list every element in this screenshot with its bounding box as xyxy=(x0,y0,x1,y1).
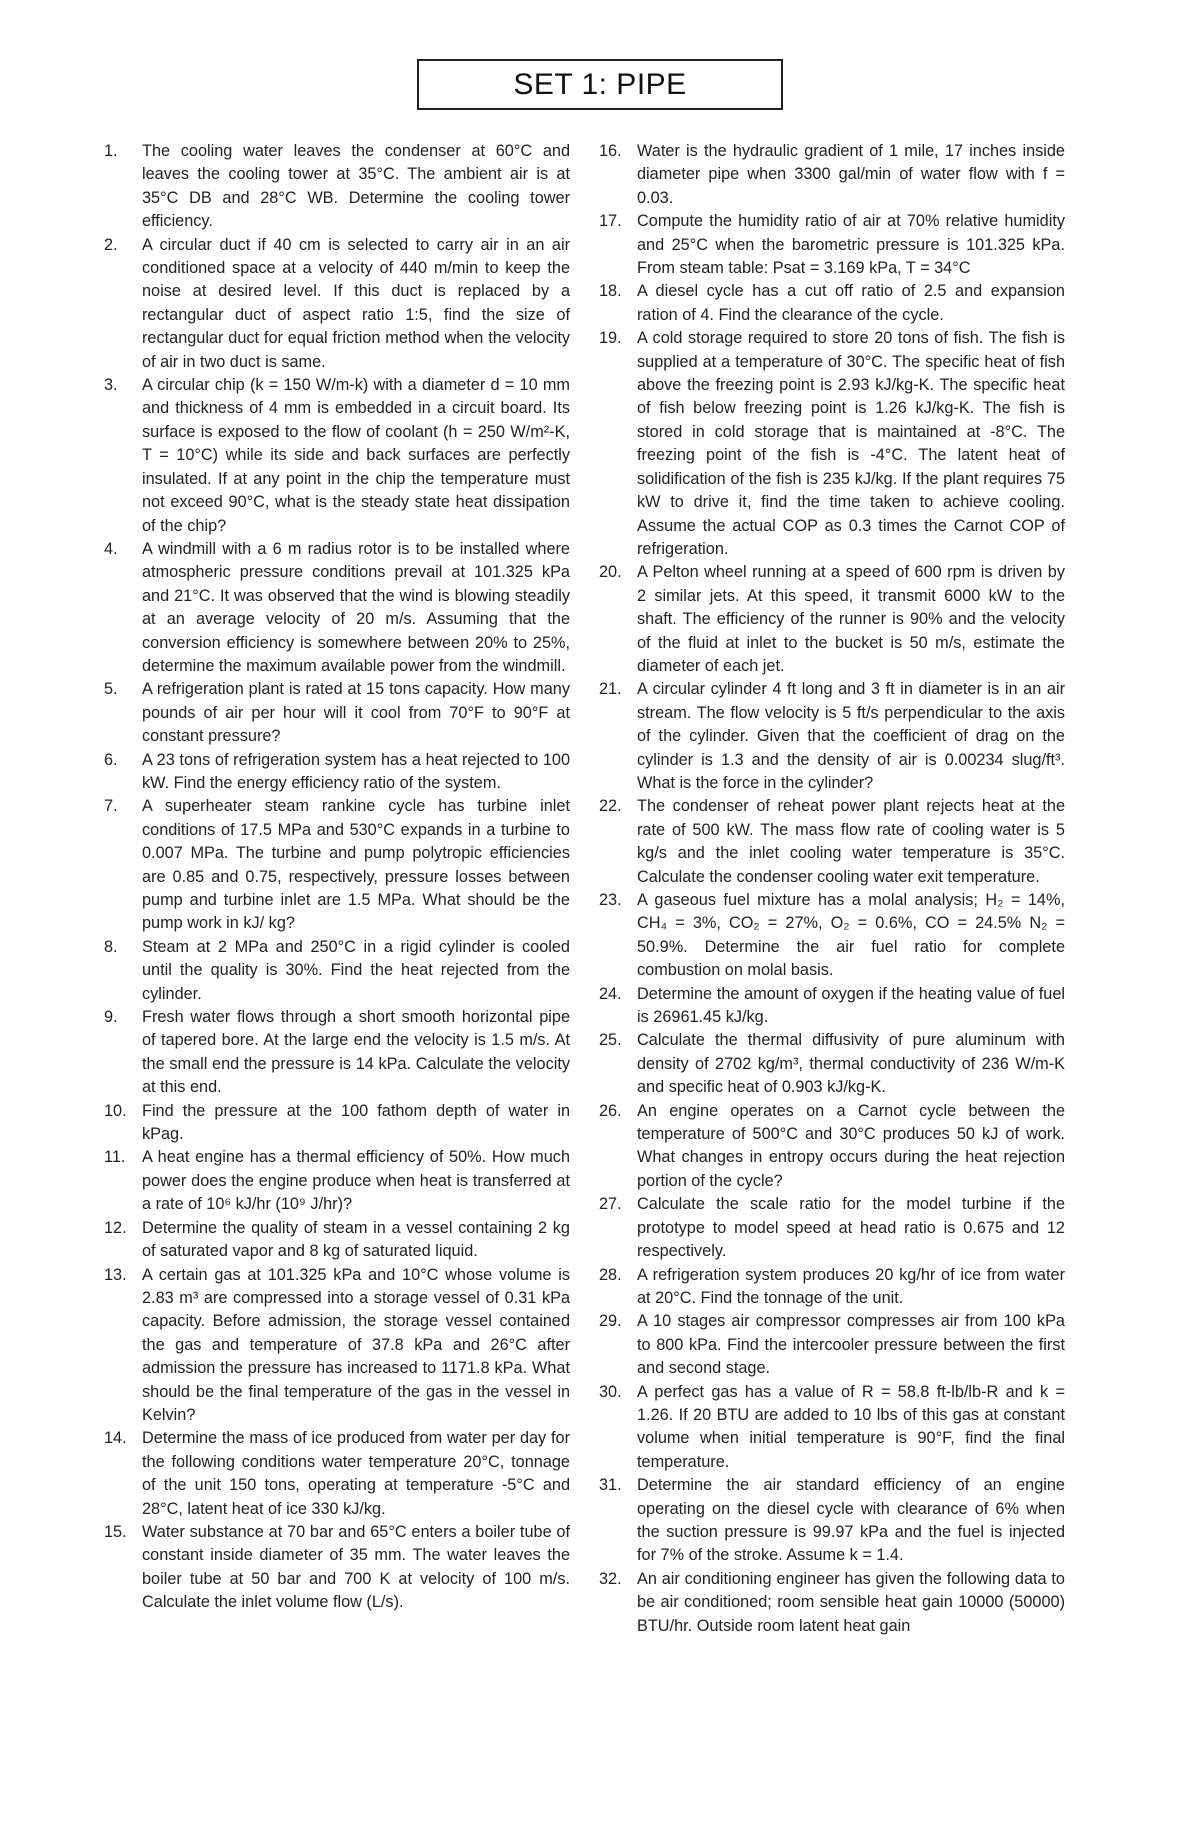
question-number: 6. xyxy=(104,750,118,769)
question-text: A 23 tons of refrigeration system has a heat rejected to 100 kW. Find the energy efficiency ratio of the system. xyxy=(142,750,570,792)
question-number: 14. xyxy=(104,1429,127,1448)
question-number: 1. xyxy=(104,142,118,160)
question-item xyxy=(100,538,570,678)
question-item xyxy=(100,1427,570,1521)
question-number: 31. xyxy=(599,1476,622,1495)
question-text: The cooling water leaves the condenser at 60°C and leaves the cooling tower at 35°C. The ambient air is at 35°C DB and 28°C WB. Determine the cooling tower efficiency. xyxy=(142,142,570,231)
question-number: 29. xyxy=(599,1312,622,1331)
question-item xyxy=(595,678,1065,795)
question-text: Calculate the thermal diffusivity of pure aluminum with density of 2702 kg/m³, thermal conductivity of 236 W/m-K and specific heat of 0.903 kJ/kg-K. xyxy=(637,1031,1065,1097)
question-item xyxy=(100,234,570,374)
question-number: 30. xyxy=(599,1382,622,1401)
question-number: 19. xyxy=(599,329,622,348)
question-item xyxy=(595,140,1065,210)
question-text: An air conditioning engineer has given the following data to be air conditioned; room sensible heat gain 10000 (50000) BTU/hr. Outside room latent heat gain xyxy=(637,1569,1065,1635)
question-text: Determine the air standard efficiency of an engine operating on the diesel cycle with clearance of 6% when the suction pressure is 99.97 kPa and the fuel is injected for 7% of the stroke. Assume k = 1.4. xyxy=(637,1476,1065,1565)
question-number: 24. xyxy=(599,984,622,1003)
question-item xyxy=(595,561,1065,678)
question-text: A Pelton wheel running at a speed of 600 rpm is driven by 2 similar jets. At this speed, it transmit 6000 kW to the shaft. The efficiency of the runner is 90% and the velocity of the fluid at inlet to the bucket is 50 m/s, estimate the diameter of each jet. xyxy=(637,563,1065,675)
question-item xyxy=(100,1146,570,1216)
question-text: A 10 stages air compressor compresses air from 100 kPa to 800 kPa. Find the intercooler pressure between the first and second stage. xyxy=(637,1312,1065,1378)
question-item xyxy=(100,1264,570,1428)
question-number: 18. xyxy=(599,282,622,301)
question-item xyxy=(100,1006,570,1100)
question-text: The condenser of reheat power plant rejects heat at the rate of 500 kW. The mass flow rate of cooling water is 5 kg/s and the inlet cooling water temperature is 35°C. Calculate the condenser cooling water exit temperature. xyxy=(637,797,1065,886)
question-text: A gaseous fuel mixture has a molal analysis; H₂ = 14%, CH₄ = 3%, CO₂ = 27%, O₂ = 0.6%, CO = 24.5% N₂ = 50.9%. Determine the air fuel ratio for complete combustion on molal basis. xyxy=(637,891,1065,980)
question-number: 21. xyxy=(599,680,622,699)
question-item xyxy=(100,1100,570,1147)
question-number: 28. xyxy=(599,1265,622,1284)
question-number: 12. xyxy=(104,1218,127,1237)
question-number: 22. xyxy=(599,797,622,816)
question-text: A windmill with a 6 m radius rotor is to be installed where atmospheric pressure conditions prevail at 101.325 kPa and 21°C. It was observed that the wind is blowing steadily at an average velocity of 20 m/s. Assuming that the conversion efficiency is somewhere between 20% to 25%, determine the maximum available power from the windmill. xyxy=(142,539,570,675)
question-text: A diesel cycle has a cut off ratio of 2.5 and expansion ration of 4. Find the clearance of the cycle. xyxy=(637,282,1065,324)
question-number: 2. xyxy=(104,235,118,254)
question-number: 15. xyxy=(104,1522,127,1541)
question-text: A perfect gas has a value of R = 58.8 ft-lb/lb-R and k = 1.26. If 20 BTU are added to 10 lbs of this gas at constant volume when initial temperature is 90°F, find the final temperature. xyxy=(637,1382,1065,1471)
question-number: 5. xyxy=(104,680,118,699)
question-number: 8. xyxy=(104,937,118,956)
question-number: 27. xyxy=(599,1195,622,1214)
question-text: A circular chip (k = 150 W/m-k) with a diameter d = 10 mm and thickness of 4 mm is embedded in a circuit board. Its surface is exposed to the flow of coolant (h = 250 W/m²-K, T = 10°C) while its side and back surfaces are perfectly insulated. If at any point in the chip the temperature must not exceed 90°C, what is the steady state heat dissipation of the chip? xyxy=(142,376,570,535)
question-item xyxy=(100,936,570,1006)
question-item xyxy=(100,140,570,234)
question-item xyxy=(595,327,1065,561)
question-item xyxy=(100,678,570,748)
question-item xyxy=(595,983,1065,1030)
question-text: A circular duct if 40 cm is selected to carry air in an air conditioned space at a velocity of 440 m/min to keep the noise at desired level. If this duct is replaced by a rectangular duct of aspect ratio 1:5, find the size of rectangular duct for equal friction method when the velocity of air in two duct is same. xyxy=(142,235,570,371)
question-text: An engine operates on a Carnot cycle between the temperature of 500°C and 30°C produces 50 kJ of work. What changes in entropy occurs during the heat rejection portion of the cycle? xyxy=(637,1101,1065,1190)
question-item xyxy=(100,1217,570,1264)
question-item xyxy=(595,1193,1065,1263)
question-item xyxy=(595,1474,1065,1568)
question-text: Find the pressure at the 100 fathom depth of water in kPag. xyxy=(142,1101,570,1144)
question-item xyxy=(595,1310,1065,1380)
page-title: SET 1: PIPE xyxy=(417,59,783,110)
question-item xyxy=(595,1381,1065,1475)
question-item xyxy=(595,1029,1065,1099)
question-item xyxy=(100,1521,570,1615)
question-item xyxy=(595,889,1065,983)
question-number: 13. xyxy=(104,1265,127,1284)
question-item xyxy=(595,280,1065,327)
question-number: 26. xyxy=(599,1101,622,1120)
question-text: Steam at 2 MPa and 250°C in a rigid cylinder is cooled until the quality is 30%. Find the heat rejected from the cylinder. xyxy=(142,937,570,1003)
question-item xyxy=(595,1264,1065,1311)
question-number: 9. xyxy=(104,1008,118,1027)
question-text: A refrigeration plant is rated at 15 tons capacity. How many pounds of air per hour will it cool from 70°F to 90°F at constant pressure? xyxy=(142,680,570,746)
question-number: 10. xyxy=(104,1101,127,1120)
question-text: Determine the mass of ice produced from water per day for the following conditions water temperature 20°C, tonnage of the unit 150 tons, operating at temperature -5°C and 28°C, latent heat of ice 330 kJ/kg. xyxy=(142,1429,570,1518)
question-number: 17. xyxy=(599,212,622,231)
question-text: A cold storage required to store 20 tons of fish. The fish is supplied at a temperature of 30°C. The specific heat of fish above the freezing point is 2.93 kJ/kg-K. The specific heat of fish below freezing point is 1.26 kJ/kg-K. The fish is stored in cold storage that is maintained at -8°C. The freezing point of the fish is -4°C. The latent heat of solidification of the fish is 235 kJ/kg. If the plant requires 75 kW to drive it, find the time taken to achieve cooling. Assume the actual COP as 0.3 times the Carnot COP of refrigeration. xyxy=(637,329,1065,558)
question-item xyxy=(595,1100,1065,1194)
question-text: Determine the quality of steam in a vessel containing 2 kg of saturated vapor and 8 kg of saturated liquid. xyxy=(142,1218,570,1261)
question-text: A certain gas at 101.325 kPa and 10°C whose volume is 2.83 m³ are compressed into a storage vessel of 0.31 kPa capacity. Before admission, the storage vessel contained the gas and temperature of 37.8 kPa and 26°C after admission the pressure has increased to 1171.8 kPa. What should be the final temperature of the gas in the vessel in Kelvin? xyxy=(142,1265,570,1424)
question-item xyxy=(595,1568,1065,1638)
question-text: Water substance at 70 bar and 65°C enters a boiler tube of constant inside diameter of 35 mm. The water leaves the boiler tube at 50 bar and 700 K at velocity of 100 m/s. Calculate the inlet volume flow (L/s). xyxy=(142,1522,570,1612)
question-number: 32. xyxy=(599,1569,622,1588)
question-number: 16. xyxy=(599,142,622,160)
question-text: Determine the amount of oxygen if the heating value of fuel is 26961.45 kJ/kg. xyxy=(637,984,1065,1027)
question-text: Compute the humidity ratio of air at 70% relative humidity and 25°C when the barometric pressure is 101.325 kPa. From steam table: Psat = 3.169 kPa, T = 34°C xyxy=(637,212,1065,278)
question-text: Calculate the scale ratio for the model turbine if the prototype to model speed at head ratio is 0.675 and 12 respectively. xyxy=(637,1195,1065,1261)
question-number: 20. xyxy=(599,563,622,582)
question-number: 3. xyxy=(104,376,118,395)
question-item xyxy=(595,795,1065,889)
question-text: A superheater steam rankine cycle has turbine inlet conditions of 17.5 MPa and 530°C expands in a turbine to 0.007 MPa. The turbine and pump polytropic efficiencies are 0.85 and 0.75, respectively, pressure losses between pump and turbine inlet are 1.5 MPa. What should be the pump work in kJ/ kg? xyxy=(142,797,570,933)
question-text: Fresh water flows through a short smooth horizontal pipe of tapered bore. At the large end the velocity is 1.5 m/s. At the small end the pressure is 14 kPa. Calculate the velocity at this end. xyxy=(142,1008,570,1097)
question-item xyxy=(100,795,570,935)
question-list-left xyxy=(100,140,570,1615)
question-number: 11. xyxy=(104,1148,126,1167)
question-number: 23. xyxy=(599,891,622,909)
question-text: Water is the hydraulic gradient of 1 mile, 17 inches inside diameter pipe when 3300 gal/min of water flow with f = 0.03. xyxy=(637,142,1065,207)
question-item xyxy=(595,210,1065,280)
question-list-right xyxy=(595,140,1065,1638)
question-item xyxy=(100,749,570,796)
question-text: A heat engine has a thermal efficiency of 50%. How much power does the engine produce when heat is transferred at a rate of 10⁶ kJ/hr (10⁹ J/hr)? xyxy=(142,1148,570,1214)
question-item xyxy=(100,374,570,538)
question-number: 4. xyxy=(104,539,118,558)
question-text: A refrigeration system produces 20 kg/hr of ice from water at 20°C. Find the tonnage of the unit. xyxy=(637,1265,1065,1307)
question-number: 7. xyxy=(104,797,118,816)
question-text: A circular cylinder 4 ft long and 3 ft in diameter is in an air stream. The flow velocity is 5 ft/s perpendicular to the axis of the cylinder. Given that the coefficient of drag on the cylinder is 1.3 and the density of air is 0.00234 slug/ft³. What is the force in the cylinder? xyxy=(637,680,1065,792)
question-number: 25. xyxy=(599,1031,622,1050)
